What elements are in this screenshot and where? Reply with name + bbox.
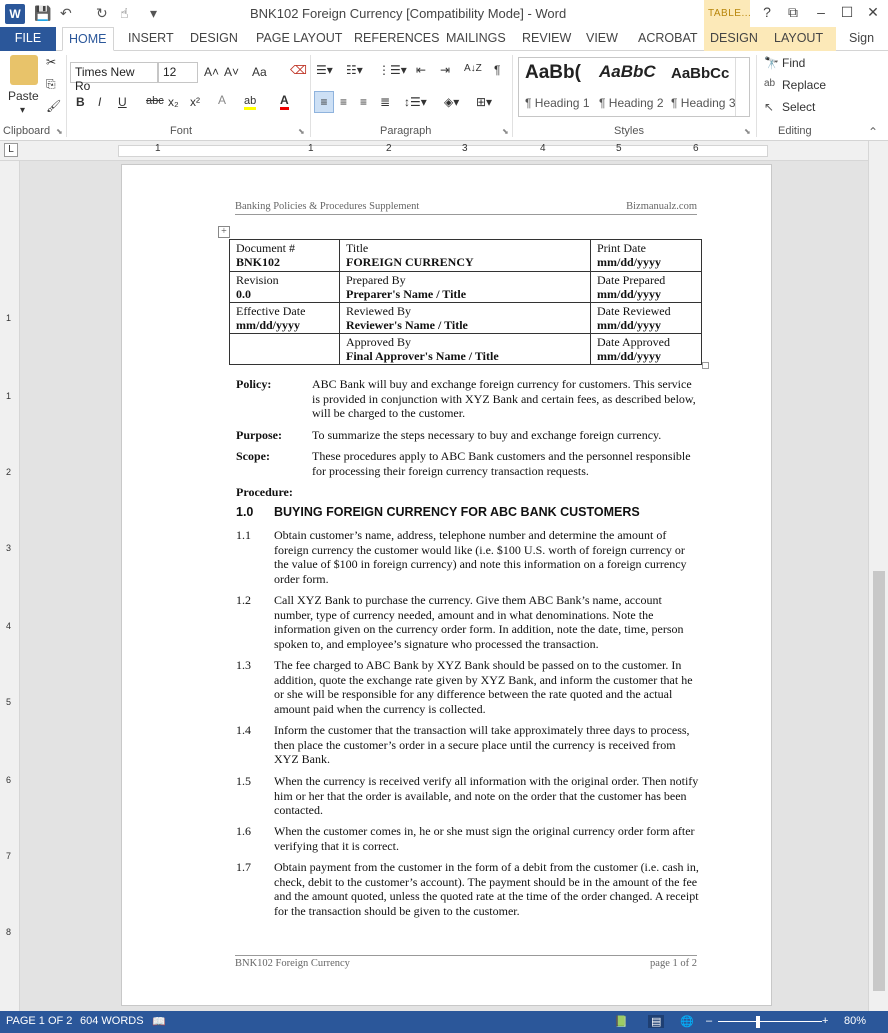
copy-icon[interactable]: ⎘ xyxy=(46,77,56,91)
step-text: The fee charged to ABC Bank by XYZ Bank should be passed on to the customer. In addition, quote the exchange rate given by XYZ Bank, and inform the customer that he or she will be responsible for any difference between the rate quoted and the actual amount paid when the currency is collected. xyxy=(274,658,693,716)
date-prepared-label: Date Prepared xyxy=(597,273,666,287)
ruler-mark: 1 xyxy=(155,143,161,154)
ruler-strip xyxy=(118,145,768,157)
scope-text: These procedures apply to ABC Bank customers and the personnel responsible for processing their foreign currency transaction requests. xyxy=(312,449,691,478)
clipboard-launcher-icon[interactable]: ⬊ xyxy=(56,127,63,136)
cut-icon[interactable]: ✂ xyxy=(46,55,57,69)
styles-gallery xyxy=(518,57,750,117)
step-number: 1.1 xyxy=(236,528,251,542)
justify-icon[interactable]: ≣ xyxy=(380,95,391,109)
strikethrough-button[interactable]: abc xyxy=(146,95,164,107)
tab-mailings[interactable]: MAILINGS xyxy=(446,31,506,45)
print-date-value: mm/dd/yyyy xyxy=(597,255,662,269)
ruler-mark: 4 xyxy=(6,621,12,631)
print-date-label: Print Date xyxy=(597,241,646,255)
tab-file[interactable]: FILE xyxy=(0,27,56,51)
tab-home[interactable]: HOME xyxy=(62,27,114,51)
borders-icon[interactable]: ⊞▾ xyxy=(476,95,493,109)
numbering-icon[interactable]: ☷▾ xyxy=(346,63,363,77)
table-tools-label: TABLE... xyxy=(708,8,752,19)
tab-insert[interactable]: INSERT xyxy=(128,31,174,45)
highlight-button[interactable]: ab xyxy=(244,95,256,110)
step-number: 1.4 xyxy=(236,723,251,737)
font-name-combo[interactable]: Times New Ro xyxy=(70,62,158,83)
style-heading-3[interactable] xyxy=(665,58,739,116)
step-number: 1.2 xyxy=(236,593,251,607)
shading-icon[interactable]: ◈▾ xyxy=(444,95,460,109)
doc-number-value: BNK102 xyxy=(236,255,281,269)
ruler-mark: 1 xyxy=(6,391,12,401)
reviewed-by-label: Reviewed By xyxy=(346,304,411,318)
scrollbar-thumb[interactable] xyxy=(873,571,885,991)
align-right-icon[interactable]: ≡ xyxy=(360,95,368,109)
redo-icon[interactable]: ↻ xyxy=(96,5,108,21)
footer-left: BNK102 Foreign Currency xyxy=(235,958,350,969)
styles-launcher-icon[interactable]: ⬊ xyxy=(744,127,751,136)
tab-selector-icon[interactable]: L xyxy=(4,143,18,157)
step-number: 1.3 xyxy=(236,658,251,672)
group-font-label: Font xyxy=(170,125,193,137)
text-effects-icon[interactable]: A xyxy=(218,93,227,107)
document-info-table[interactable] xyxy=(229,239,702,365)
web-layout-icon[interactable]: 🌐 xyxy=(680,1016,694,1028)
ruler-mark: 1 xyxy=(308,143,314,154)
zoom-in-button[interactable]: + xyxy=(822,1015,829,1027)
policy-text: ABC Bank will buy and exchange foreign currency for customers. This service is provided in conjunction with XYZ Bank and certain fees, as described below, will be charged to the customer. xyxy=(312,377,696,421)
multilevel-list-icon[interactable]: ⋮☰▾ xyxy=(378,63,407,77)
effective-date-value: mm/dd/yyyy xyxy=(236,318,301,332)
shrink-font-icon[interactable]: A˅ xyxy=(224,65,240,79)
zoom-out-button[interactable]: – xyxy=(706,1015,713,1027)
effective-date-label: Effective Date xyxy=(236,304,306,318)
group-styles-label: Styles xyxy=(614,125,644,137)
read-mode-icon[interactable]: 📗 xyxy=(614,1016,628,1028)
tab-table-layout[interactable]: LAYOUT xyxy=(768,27,836,51)
zoom-level[interactable]: 80% xyxy=(844,1015,867,1027)
style-heading-3-sample: AaBbCc xyxy=(671,65,730,82)
window-title: BNK102 Foreign Currency [Compatibility Mode] - Word xyxy=(250,6,567,21)
sign-in-link[interactable]: Sign xyxy=(849,31,875,45)
style-heading-2[interactable] xyxy=(593,58,667,116)
paste-icon[interactable] xyxy=(10,55,38,85)
subscript-button[interactable]: x₂ xyxy=(168,95,179,109)
sort-icon[interactable]: A↓Z xyxy=(464,63,482,74)
footer-right: page 1 of 2 xyxy=(650,958,697,969)
style-heading-1-sample: AaBb( xyxy=(525,62,581,83)
style-heading-1-name: ¶ Heading 1 xyxy=(525,96,590,110)
find-button[interactable]: Find xyxy=(782,56,806,70)
ruler-mark: 6 xyxy=(693,143,699,154)
page-footer xyxy=(235,955,697,969)
header-right: Bizmanualz.com xyxy=(626,201,697,212)
ruler-mark: 2 xyxy=(6,467,12,477)
show-hide-marks-button[interactable]: ¶ xyxy=(494,63,501,77)
step-text: When the currency is received verify all information with the original order. Then notify him or her that the order is available, and note on the order that the customer has been contacted. xyxy=(274,774,699,818)
purpose-label: Purpose: xyxy=(236,428,282,442)
change-case-icon[interactable]: Aa xyxy=(252,65,267,79)
step-text: Obtain payment from the customer in the form of a debit from the customer (i.e. cash in, check, debit to the customer’s account). The payment should be in the amount of the fee and the amount quoted, unless the quoted rate at the time of the order changed. A receipt for the transaction should be given to the customer. xyxy=(274,860,699,918)
ruler-mark: 1 xyxy=(6,313,12,323)
italic-button[interactable]: I xyxy=(98,95,102,109)
grow-font-icon[interactable]: A˄ xyxy=(204,65,220,79)
ruler-mark: 8 xyxy=(6,927,12,937)
ruler-mark: 3 xyxy=(6,543,12,553)
align-left-button[interactable]: ≡ xyxy=(314,91,334,113)
date-reviewed-value: mm/dd/yyyy xyxy=(597,318,662,332)
proofing-icon[interactable]: 📖 xyxy=(152,1016,166,1028)
help-button[interactable]: ? xyxy=(763,4,771,20)
zoom-slider-thumb[interactable] xyxy=(756,1016,760,1028)
style-heading-1[interactable] xyxy=(519,58,593,116)
increase-indent-icon[interactable]: ⇥ xyxy=(440,63,451,77)
paste-button[interactable]: Paste xyxy=(8,89,39,103)
header-left: Banking Policies & Procedures Supplement xyxy=(235,201,420,212)
date-approved-value: mm/dd/yyyy xyxy=(597,349,662,363)
font-color-button[interactable]: A xyxy=(280,93,289,110)
replace-icon: ab xyxy=(764,78,776,89)
date-prepared-value: mm/dd/yyyy xyxy=(597,287,662,301)
maximize-button[interactable]: ☐ xyxy=(840,4,854,20)
table-resize-handle-icon[interactable] xyxy=(702,362,709,369)
ruler-mark: 6 xyxy=(6,775,12,785)
doc-number-label: Document # xyxy=(236,241,295,255)
paste-dropdown-icon[interactable]: ▾ xyxy=(20,105,26,116)
purpose-text: To summarize the steps necessary to buy and exchange foreign currency. xyxy=(312,428,662,442)
section-title: BUYING FOREIGN CURRENCY FOR ABC BANK CUSTOMERS xyxy=(274,505,640,519)
step-text: When the customer comes in, he or she must sign the original currency order form after verifying that it is correct. xyxy=(274,824,695,853)
group-paragraph-label: Paragraph xyxy=(380,125,432,137)
ruler-mark: 7 xyxy=(6,851,12,861)
title-label: Title xyxy=(346,241,369,255)
ribbon-display-options-button[interactable]: ⧉ xyxy=(788,4,798,20)
vertical-ruler[interactable] xyxy=(0,161,20,1011)
undo-icon[interactable]: ↶ xyxy=(60,5,72,21)
align-center-icon[interactable]: ≡ xyxy=(340,95,348,109)
find-icon: 🔭 xyxy=(764,56,779,70)
page-count[interactable]: PAGE 1 OF 2 xyxy=(6,1015,73,1027)
ruler-mark: 5 xyxy=(616,143,622,154)
print-layout-icon[interactable]: ▤ xyxy=(648,1015,664,1028)
revision-value: 0.0 xyxy=(236,287,251,301)
ruler-mark: 5 xyxy=(6,697,12,707)
font-launcher-icon[interactable]: ⬊ xyxy=(298,127,305,136)
step-text: Call XYZ Bank to purchase the currency. Give them ABC Bank’s name, account number, type of currency needed, amount and in what denominations. Note the information given on the currency order form. In addition, note the date, time, person spoken to, and employee’s signature who processed the transaction. xyxy=(274,593,684,651)
step-text: Obtain customer’s name, address, telephone number and determine the amount of foreign currency the customer would like (i.e. $100 U.S. worth of foreign currency or the value of $100 in foreign currency) and note this information on a foreign currency order form. xyxy=(274,528,687,586)
group-clipboard-label: Clipboard xyxy=(3,125,51,137)
group-editing-label: Editing xyxy=(778,125,812,137)
table-move-handle-icon[interactable]: + xyxy=(218,226,230,238)
group-separator xyxy=(310,55,311,137)
word-count[interactable]: 604 WORDS xyxy=(80,1015,144,1027)
underline-button[interactable]: U xyxy=(118,95,127,109)
close-button[interactable]: ✕ xyxy=(867,4,879,20)
style-heading-2-name: ¶ Heading 2 xyxy=(599,96,664,110)
ruler-mark: 3 xyxy=(462,143,468,154)
step-number: 1.5 xyxy=(236,774,251,788)
tab-references[interactable]: REFERENCES xyxy=(354,31,440,45)
prepared-by-value: Preparer's Name / Title xyxy=(346,287,467,301)
bold-button[interactable]: B xyxy=(76,95,85,109)
save-icon[interactable]: 💾 xyxy=(34,5,52,21)
word-app-icon[interactable]: W xyxy=(5,4,25,24)
style-heading-2-sample: AaBbC xyxy=(599,62,656,81)
clear-formatting-icon[interactable]: ⌫ xyxy=(290,63,307,77)
styles-gallery-scroll[interactable] xyxy=(735,58,749,116)
empty-cell xyxy=(230,334,340,365)
section-number: 1.0 xyxy=(236,505,254,519)
touch-mode-icon[interactable]: ☝ xyxy=(120,5,129,21)
status-bar xyxy=(0,1011,888,1033)
ruler-mark: 2 xyxy=(386,143,392,154)
ribbon-tabs xyxy=(0,27,888,51)
group-separator xyxy=(512,55,513,137)
title-bar xyxy=(0,0,888,28)
approved-by-value: Final Approver's Name / Title xyxy=(346,349,499,363)
step-text: Inform the customer that the transaction will take approximately three days to process, then place the customer’s order in a secure place until the currency is received from XYZ Bank. xyxy=(274,723,690,767)
policy-label: Policy: xyxy=(236,377,272,391)
section-heading xyxy=(236,505,640,519)
tab-review[interactable]: REVIEW xyxy=(522,31,572,45)
page-header xyxy=(235,201,697,215)
bullets-icon[interactable]: ☰▾ xyxy=(316,63,333,77)
customize-quick-access-icon[interactable]: ▾ xyxy=(150,5,158,21)
superscript-button[interactable]: x² xyxy=(190,95,200,109)
line-spacing-icon[interactable]: ↕☰▾ xyxy=(404,95,427,109)
date-reviewed-label: Date Reviewed xyxy=(597,304,671,318)
revision-label: Revision xyxy=(236,273,279,287)
tab-page-layout[interactable]: PAGE LAYOUT xyxy=(256,31,343,45)
document-page[interactable] xyxy=(121,164,772,1006)
step-number: 1.6 xyxy=(236,824,251,838)
collapse-ribbon-icon[interactable]: ⌃ xyxy=(868,125,879,139)
replace-button[interactable]: Replace xyxy=(782,78,827,92)
date-approved-label: Date Approved xyxy=(597,335,670,349)
horizontal-ruler[interactable] xyxy=(0,141,888,161)
select-icon: ↖ xyxy=(764,100,775,114)
font-size-combo[interactable]: 12 xyxy=(158,62,198,83)
group-separator xyxy=(66,55,67,137)
approved-by-label: Approved By xyxy=(346,335,411,349)
zoom-slider-track[interactable] xyxy=(718,1021,822,1022)
group-separator xyxy=(756,55,757,137)
ruler-mark: 4 xyxy=(540,143,546,154)
prepared-by-label: Prepared By xyxy=(346,273,406,287)
procedure-label: Procedure: xyxy=(236,485,293,499)
tab-acrobat[interactable]: ACROBAT xyxy=(638,31,698,45)
tab-table-design[interactable]: DESIGN xyxy=(704,27,768,51)
title-value: FOREIGN CURRENCY xyxy=(346,255,474,269)
decrease-indent-icon[interactable]: ⇤ xyxy=(416,63,427,77)
paragraph-launcher-icon[interactable]: ⬊ xyxy=(502,127,509,136)
scope-label: Scope: xyxy=(236,449,270,463)
tab-design[interactable]: DESIGN xyxy=(190,31,238,45)
format-painter-icon[interactable]: 🖌 xyxy=(46,99,62,113)
select-button[interactable]: Select xyxy=(782,100,816,114)
step-number: 1.7 xyxy=(236,860,251,874)
reviewed-by-value: Reviewer's Name / Title xyxy=(346,318,468,332)
ribbon-home xyxy=(0,51,888,141)
minimize-button[interactable]: – xyxy=(817,4,825,20)
tab-view[interactable]: VIEW xyxy=(586,31,618,45)
style-heading-3-name: ¶ Heading 3 xyxy=(671,96,736,110)
vertical-scrollbar[interactable] xyxy=(868,141,888,1011)
